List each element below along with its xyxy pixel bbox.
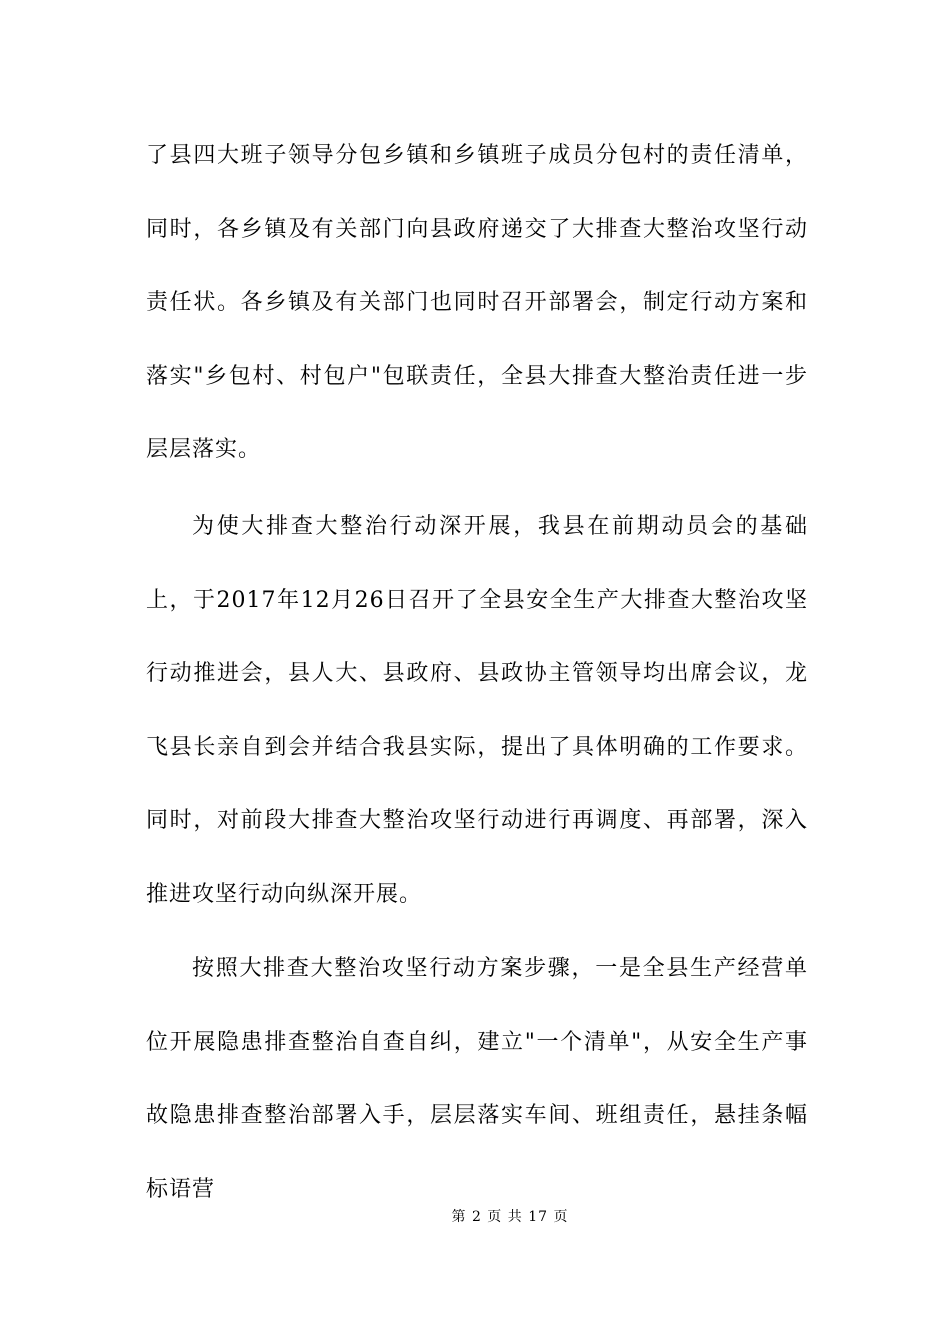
paragraph-steps: 按照大排查大整治攻坚行动方案步骤，一是全县生产经营单位开展隐患排查整治自查自纠，建立"一个清单"，从安全生产事故隐患排查整治部署入手，层层落实车间、班组责任，悬挂条幅标语营 (146, 956, 808, 1202)
paragraph-meeting: 为使大排查大整治行动深开展，我县在前期动员会的基础上，于2017年12月26日召开了全县安全生产大排查大整治攻坚行动推进会，县人大、县政府、县政协主管领导均出席会议，龙飞县长亲自到会并结合我县实际，提出了具体明确的工作要求。同时，对前段大排查大整治攻坚行动进行再调度、再部署，深入推进攻坚行动向纵深开展。 (146, 514, 808, 907)
paragraph-continuation: 了县四大班子领导分包乡镇和乡镇班子成员分包村的责任清单，同时，各乡镇及有关部门向县政府递交了大排查大整治攻坚行动责任状。各乡镇及有关部门也同时召开部署会，制定行动方案和落实"乡包村、村包户"包联责任，全县大排查大整治责任进一步层层落实。 (146, 143, 808, 462)
page-number-footer: 第 2 页 共 17 页 (451, 1209, 569, 1225)
